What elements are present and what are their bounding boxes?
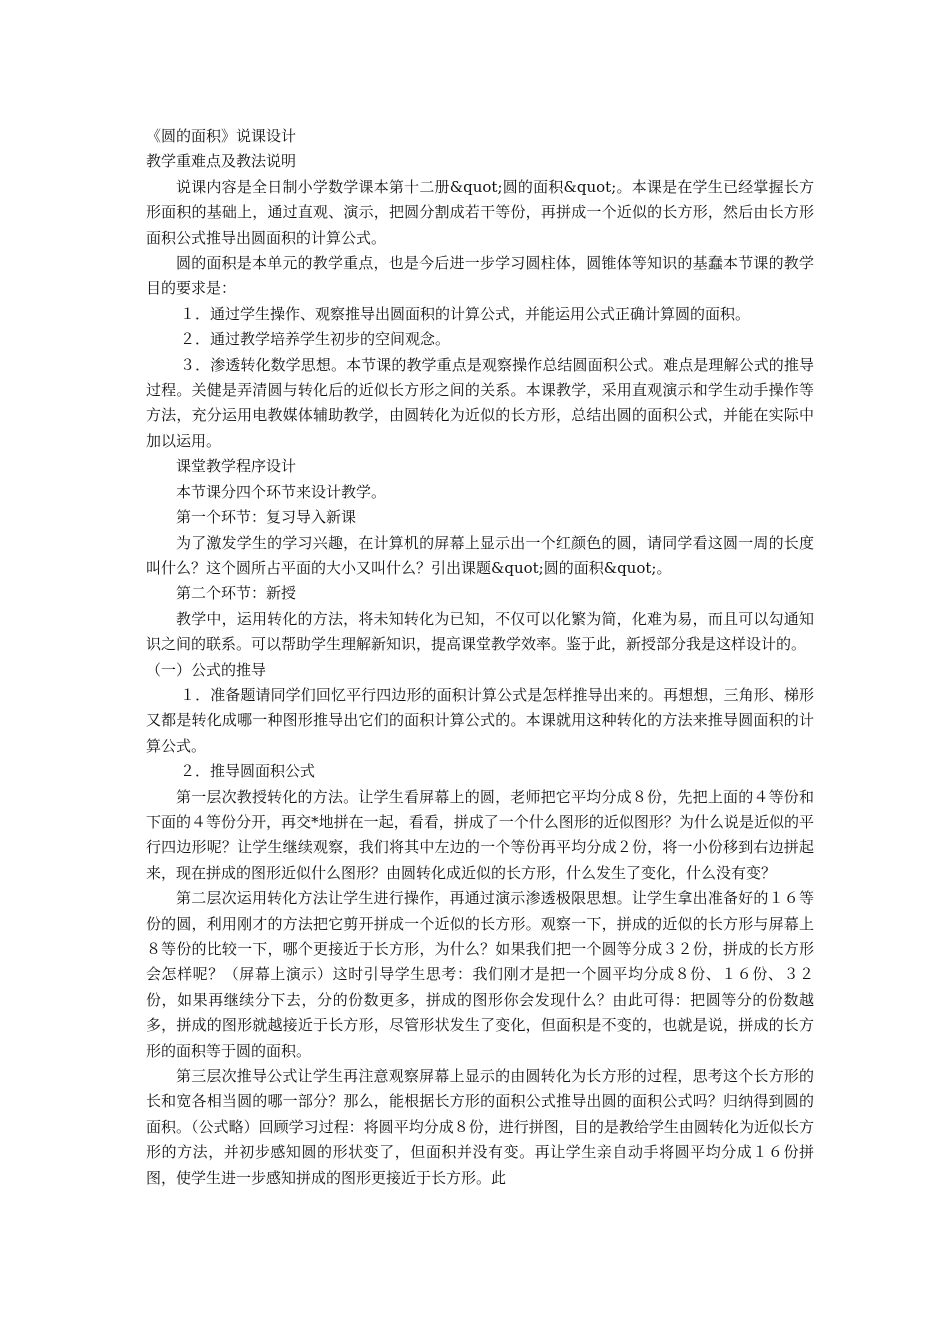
paragraph-level-2: 第二层次运用转化方法让学生进行操作，再通过演示渗透极限思想。让学生拿出准备好的１６等份的圆，利用刚才的方法把它剪开拼成一个近似的长方形。观察一下，拼成的近似的长方形与屏幕上８等份的比较一下，哪个更接近于长方形，为什么？如果我们把一个圆等分成３２份，拼成的长方形会怎样呢？（屏幕上演示）这时引导学生思考：我们刚才是把一个圆平均分成８份、１６份、３２份，如果再继续分下去，分的份数更多，拼成的图形你会发现什么？由此可得：把圆等分的份数越多，拼成的图形就越接近于长方形，尽管形状发生了变化，但面积是不变的，也就是说，拼成的长方形的面积等于圆的面积。 <box>146 889 814 1060</box>
paragraph-level-1: 第一层次教授转化的方法。让学生看屏幕上的圆，老师把它平均分成８份，先把上面的４等份和下面的４等份分开，再交*地拼在一起，看看，拼成了一个什么图形的近似图形？为什么说是近似的平行四边形呢？让学生继续观察，我们将其中左边的一个等份再平均分成２份，将一小份移到右边拼起来，现在拼成的图形近似什么图形？由圆转化成近似的长方形，什么发生了变化，什么没有变？ <box>146 787 814 882</box>
paragraph-level-3: 第三层次推导公式让学生再注意观察屏幕上显示的由圆转化为长方形的过程，思考这个长方形的长和宽各相当圆的哪一部分？那么，能根据长方形的面积公式推导出圆的面积公式吗？归纳得到圆的面积。（公式略）回顾学习过程：将圆平均分成８份，进行拼图，目的是教给学生由圆转化为近似长方形的方法，并初步感知圆的形状变了，但面积并没有变。再让学生亲自动手将圆平均分成１６份拼图，使学生进一步感知拼成的图形更接近于长方形。此 <box>146 1067 814 1187</box>
section-heading-teaching-focus: 教学重难点及教法说明 <box>146 152 297 171</box>
step-heading-1: 第一个环节：复习导入新课 <box>176 508 357 527</box>
subsection-heading-formula-derivation: （一）公式的推导 <box>146 660 267 679</box>
paragraph-four-steps: 本节课分四个环节来设计教学。 <box>176 482 387 501</box>
paragraph-step-1: 为了激发学生的学习兴趣，在计算机的屏幕上显示出一个红颜色的圆，请同学看这圆一周的长度叫什么？这个圆所占平面的大小又叫什么？引出课题&quot;圆的面积&quot;。 <box>146 533 814 577</box>
goal-item-2: ２．通过教学培养学生初步的空间观念。 <box>180 330 451 349</box>
section-heading-classroom-procedure: 课堂教学程序设计 <box>176 457 297 476</box>
goal-item-3: ３．渗透转化数学思想。本节课的教学重点是观察操作总结圆面积公式。难点是理解公式的推导过程。关健是弄清圆与转化后的近似长方形之间的关系。本课教学，采用直观演示和学生动手操作等方法，充分运用电教媒体辅助教学，由圆转化为近似的长方形，总结出圆的面积公式，并能在实际中加以运用。 <box>146 355 814 450</box>
goal-item-1: １．通过学生操作、观察推导出圆面积的计算公式，并能运用公式正确计算圆的面积。 <box>180 304 751 323</box>
list-item-1-preparation: １．准备题请同学们回忆平行四边形的面积计算公式是怎样推导出来的。再想想，三角形、梯形又都是转化成哪一种图形推导出它们的面积计算公式的。本课就用这种转化的方法来推导圆面积的计算公式。 <box>146 685 814 755</box>
document-page <box>146 124 814 1191</box>
paragraph-step-2: 教学中，运用转化的方法，将未知转化为已知，不仅可以化繁为简，化难为易，而且可以勾通知识之间的联系。可以帮助学生理解新知识，提高课堂教学效率。鉴于此，新授部分我是这样设计的。 <box>146 609 814 654</box>
paragraph-unit-focus: 圆的面积是本单元的教学重点，也是今后进一步学习圆柱体，圆锥体等知识的基蠢本节课的教学目的要求是： <box>146 254 814 298</box>
step-heading-2: 第二个环节：新授 <box>176 584 297 603</box>
paragraph-course-content: 说课内容是全日制小学数学课本第十二册&quot;圆的面积&quot;。本课是在学生已经掌握长方形面积的基础上，通过直观、演示，把圆分割成若干等份，再拼成一个近似的长方形，然后由长方形面积公式推导出圆面积的计算公式。 <box>146 177 814 247</box>
document-title: 《圆的面积》说课设计 <box>146 127 297 145</box>
list-item-2-derive-formula: ２．推导圆面积公式 <box>180 762 316 781</box>
